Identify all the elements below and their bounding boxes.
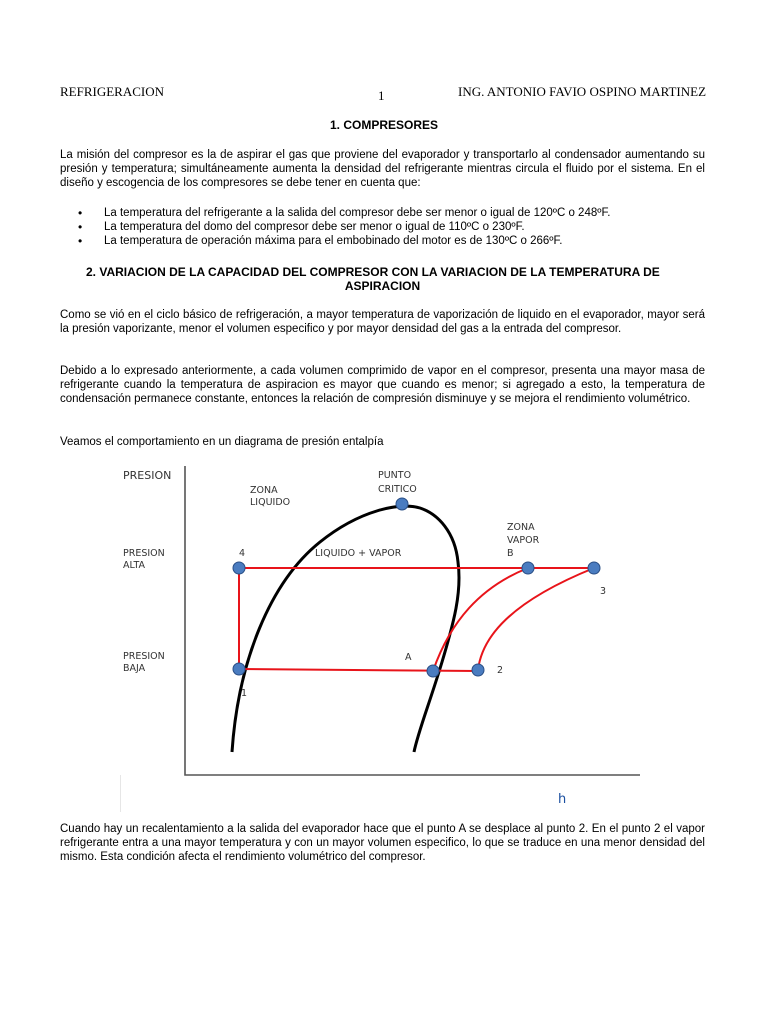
point-A-marker	[427, 665, 439, 677]
point-4-marker	[233, 562, 245, 574]
list-item: • La temperatura de operación máxima para el embobinado del motor es de 130ºC o 266ºF.	[104, 234, 744, 248]
point-B-marker	[522, 562, 534, 574]
section-2-paragraph-2: Debido a lo expresado anteriormente, a cada volumen comprimido de vapor en el compresor, presenta una mayor masa de refrigerante cuando la temperatura de aspiracion es mayor que cuando es menor; si agregado a esto, la temperatura de condensación permanece constante, entonces la relación de compresión disminuye y se mejora el rendimiento volumétrico.	[60, 365, 705, 405]
point-3-marker	[588, 562, 600, 574]
x-axis-label: h	[558, 792, 567, 807]
low-pressure-label-1: PRESION	[123, 651, 165, 662]
header-author: ING. ANTONIO FAVIO OSPINO MARTINEZ	[458, 84, 707, 99]
requirements-list	[60, 206, 744, 248]
list-item: • La temperatura del refrigerante a la salida del compresor debe ser menor o igual de 120ºC o 248ºF.	[104, 206, 744, 220]
point-1-label: 1	[241, 688, 248, 699]
low-pressure-label-2: BAJA	[123, 663, 146, 674]
refrigeration-cycle	[239, 568, 594, 671]
list-item: • La temperatura del domo del compresor debe ser menor o igual de 110ºC o 230ºF.	[104, 220, 744, 234]
zone-vapor-label-2: VAPOR	[507, 535, 540, 546]
high-pressure-label-1: PRESION	[123, 548, 165, 559]
low-pressure-line	[239, 669, 478, 671]
pressure-enthalpy-diagram	[120, 462, 650, 812]
section-2-title-line2: ASPIRACION	[344, 279, 421, 293]
critical-point-label-2: CRITICO	[378, 484, 417, 495]
point-3-label: 3	[600, 586, 607, 597]
mixture-zone-label: LIQUIDO + VAPOR	[315, 548, 402, 559]
compression-curve-2-3	[478, 568, 594, 670]
point-2-label: 2	[497, 665, 504, 676]
critical-point-marker	[396, 498, 408, 510]
section-2-paragraph-1: Como se vió en el ciclo básico de refrigeración, a mayor temperatura de vaporización de liquido en el evaporador, mayor será la presión vaporizante, menor el volumen especifico y por mayor densidad del gas a la entrada del compresor.	[60, 309, 705, 335]
conclusion-paragraph: Cuando hay un recalentamiento a la salida del evaporador hace que el punto A se desplace al punto 2. En el punto 2 el vapor refrigerante entra a una mayor temperatura y con un mayor volumen especifico, lo que se traduce en una menor densidad del mismo. Esta condición afecta el rendimiento volumétrico del compresor.	[60, 823, 705, 863]
saturation-dome	[232, 506, 459, 752]
section-1-title: 1. COMPRESORES	[329, 118, 439, 132]
section-2-title-line1: 2. VARIACION DE LA CAPACIDAD DEL COMPRESOR CON LA VARIACION DE LA TEMPERATURA DE	[86, 265, 660, 279]
zone-vapor-label-1: ZONA	[507, 522, 535, 533]
point-B-label: B	[507, 548, 514, 559]
diagram-axes	[185, 466, 640, 775]
zone-liquid-label-2: LIQUIDO	[250, 497, 291, 508]
high-pressure-label-2: ALTA	[123, 560, 146, 571]
point-A-label: A	[405, 652, 412, 663]
critical-point-label-1: PUNTO	[378, 470, 412, 481]
y-axis-label: PRESION	[123, 469, 172, 482]
section-1-paragraph: La misión del compresor es la de aspirar el gas que proviene del evaporador y transportarlo al condensador aumentando su presión y temperatura; simultáneamente aumenta la densidad del refrigerante mientras circula el fluido por el sistema. En el diseño y escogencia de los compresores se debe tener en cuenta que:	[60, 149, 705, 189]
cycle-points	[233, 498, 600, 677]
header-course-title: REFRIGERACION	[60, 84, 165, 99]
point-4-label: 4	[239, 548, 246, 559]
header-page-number: 1	[378, 88, 385, 103]
diagram-intro: Veamos el comportamiento en un diagrama de presión entalpía	[60, 436, 384, 448]
zone-liquid-label-1: ZONA	[250, 485, 278, 496]
point-1-marker	[233, 663, 245, 675]
point-2-marker	[472, 664, 484, 676]
